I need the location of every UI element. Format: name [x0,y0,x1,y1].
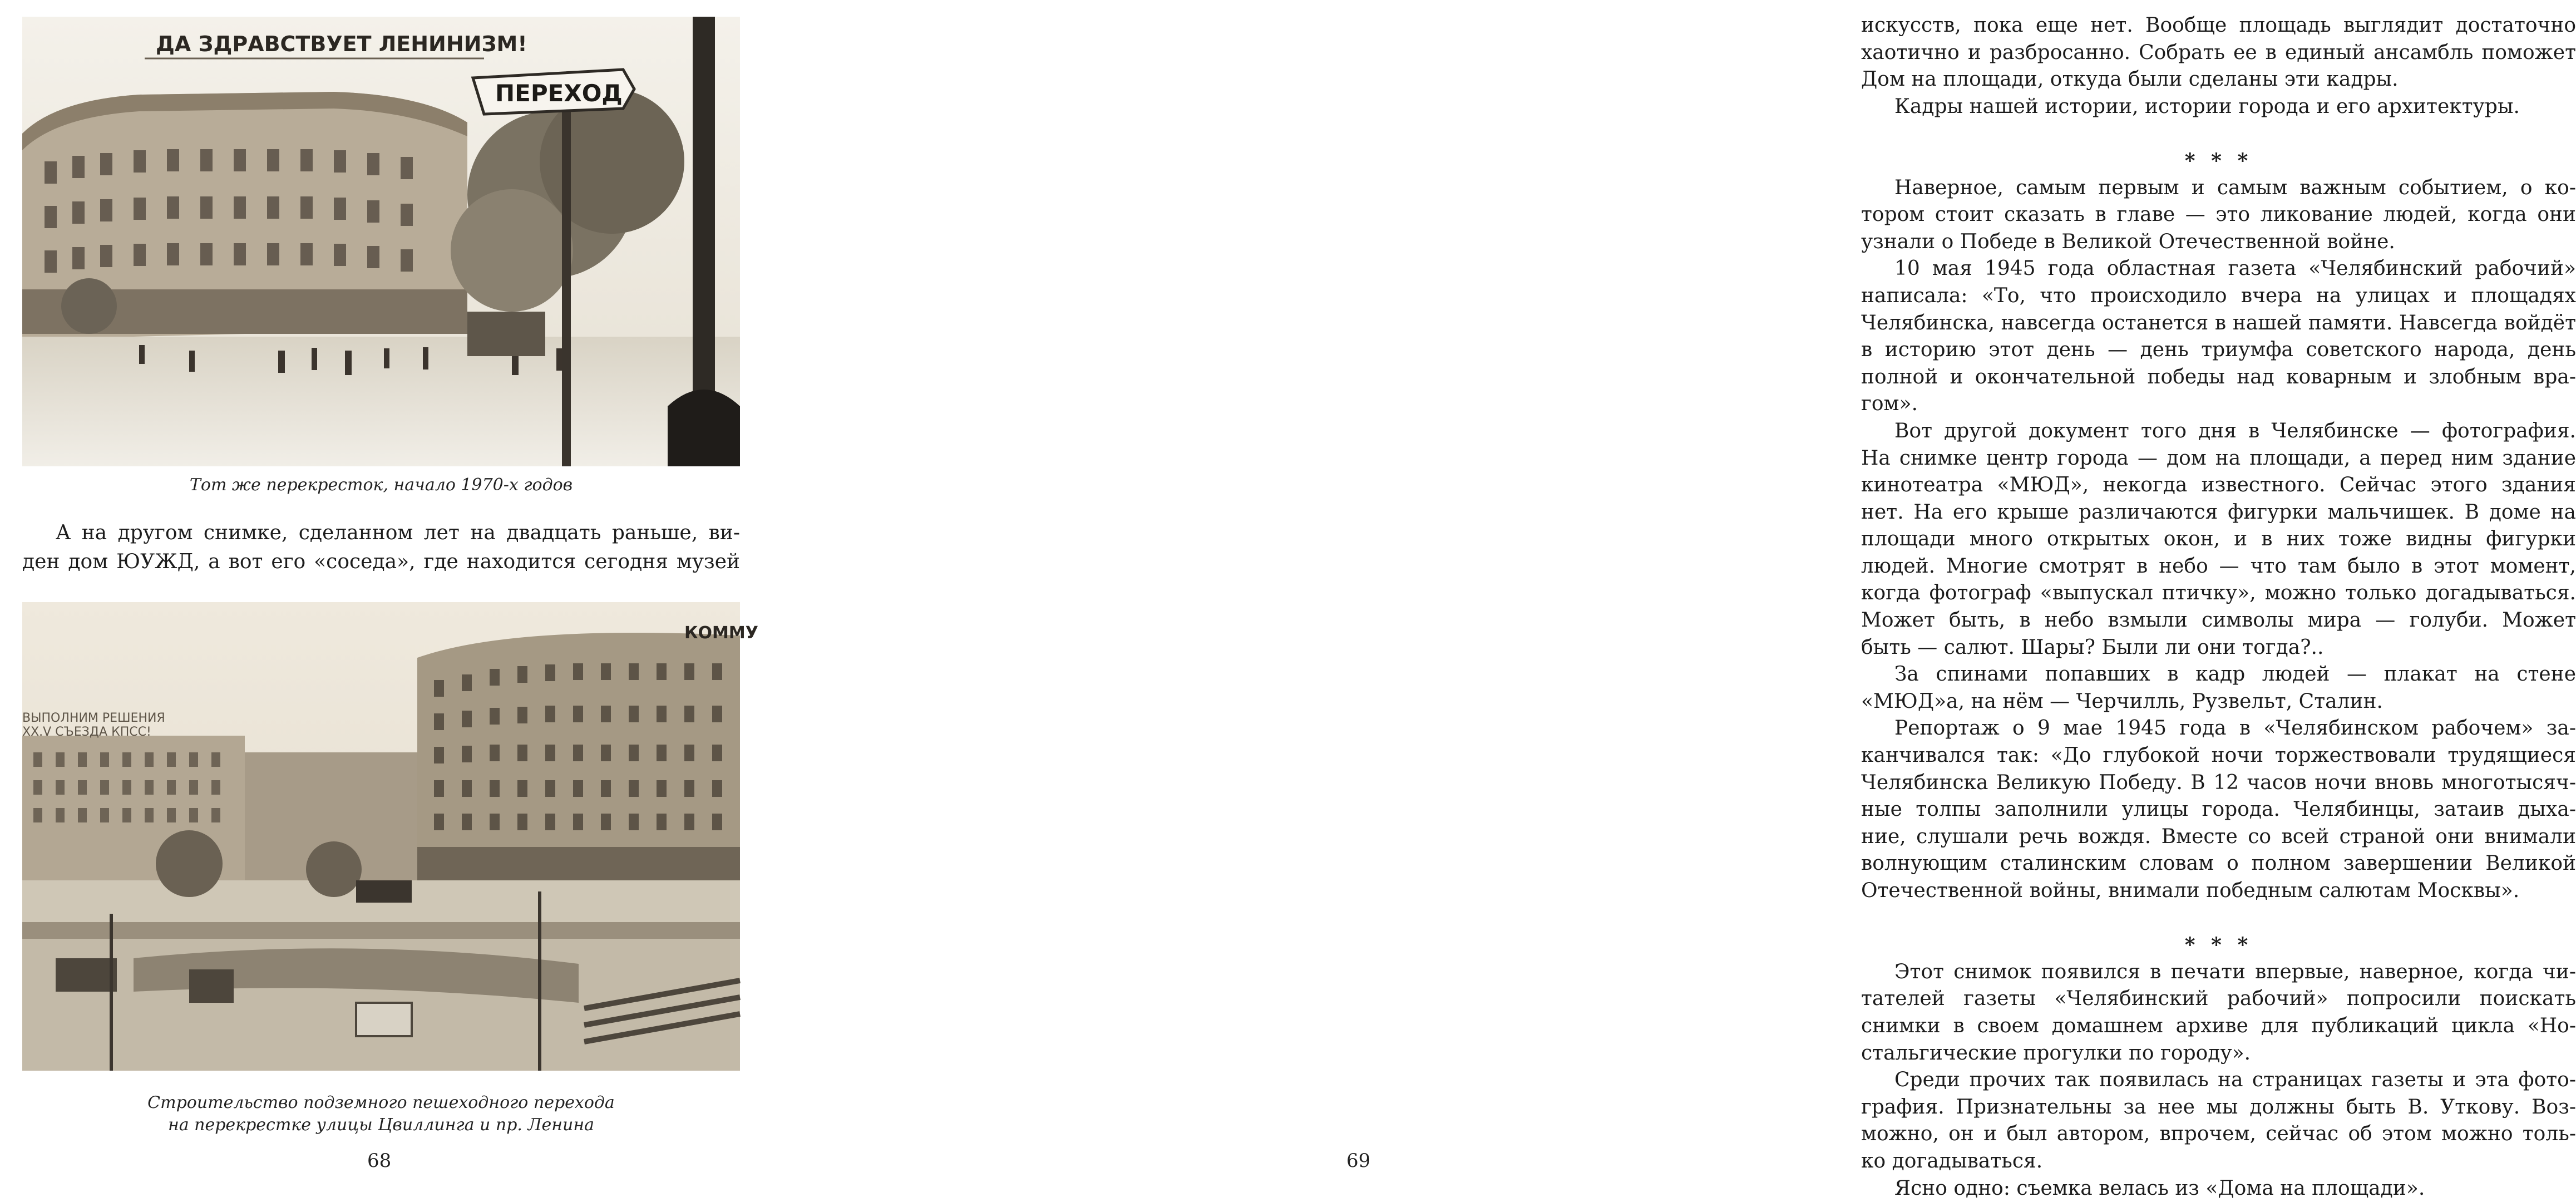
text-line-30: волнующим сталинским словам о полном завершении Великой [1861,852,2576,875]
text-line-16: кинотеатра «МЮД», некогда известного. Сейчас этого здания [1861,474,2576,497]
text-line-32: Этот снимок появился в печати впервые, наверное, когда чи- [1894,960,2576,983]
caption-bottom-line-2: на перекрестке улицы Цвиллинга и пр. Ленина [167,1115,595,1135]
text-line-8: 10 мая 1945 года областная газета «Челябинский рабочий» [1894,257,2576,280]
text-line-39: ко догадываться. [1861,1149,2043,1173]
page-number-left: 68 [367,1150,392,1172]
text-line-24: «МЮД»а, на нём — Черчилль, Рузвельт, Сталин. [1861,689,2383,713]
caption-bottom-line-1: Строительство подземного пешеходного перехода [147,1093,615,1112]
text-line-19: людей. Многие смотрят в небо — что там было в этот момент, [1861,554,2576,578]
text-line-23: За спинами попавших в кадр людей — плакат на стене [1894,663,2576,686]
text-line-4: Кадры нашей истории, истории города и его архитектуры. [1894,95,2520,118]
text-line-20: когда фотограф «выпускал птичку», можно только догадываться. [1861,582,2576,605]
caption-bottom [22,1092,740,1136]
text-line-10: Челябинска, навсегда останется в нашей памяти. Навсегда войдёт [1861,311,2576,334]
section-separator: * * * [2184,149,2253,173]
slogan-line-2: XX.V СЪЕЗДА КПСС! [22,725,151,739]
photo-underpass-construction [22,602,758,1071]
text-line-7: узнали о Победе в Великой Отечественной войне. [1861,230,2395,253]
left-text-line-1: А на другом снимке, сделанном лет на двадцать раньше, ви- [56,521,740,544]
text-line-1: искусств, пока еще нет. Вообще площадь выглядит достаточно [1861,14,2576,37]
blank-line [1861,120,2576,147]
section-separator-2: * * * [2184,933,2253,957]
text-line-29: ние, слушали речь вождя. Вместе со всей страной они внимали [1861,825,2576,848]
text-line-9: написала: «То, что происходило вчера на улицах и площадях [1861,284,2576,307]
text-line-36: Среди прочих так появилась на страницах газеты и эта фото- [1894,1068,2576,1092]
right-body-text [1861,12,2576,1202]
text-line-34: снимки в своем домашнем архиве для публикаций цикла «Но- [1861,1014,2576,1037]
text-line-21: Может быть, в небо взмыли символы мира — голуби. Может [1861,609,2576,632]
text-line-12: полной и окончательной победы над коварным и злобным вра- [1861,365,2576,388]
text-line-13: гом». [1861,392,1918,416]
text-line-37: графия. Признательны за нее мы должны быть В. Уткову. Воз- [1861,1095,2576,1119]
text-line-18: площади много открытых окон, и в них тоже видны фигурки [1861,528,2576,551]
text-line-31: Отечественной войны, внимали победным салютам Москвы». [1861,879,2520,902]
left-page [0,0,862,1183]
slogan-line-1: ВЫПОЛНИМ РЕШЕНИЯ [22,711,165,725]
text-line-15: На снимке центр города — дом на площади, а перед ним здание [1861,446,2576,470]
text-line-35: стальгические прогулки по городу». [1861,1041,2251,1065]
text-line-28: ные толпы заполнили улицы города. Челябинцы, затаив дыха- [1861,798,2576,821]
left-text-line-2: ден дом ЮУЖД, а вот его «соседа», где находится сегодня музей [22,550,740,573]
text-line-25: Репортаж о 9 мае 1945 года в «Челябинском рабочем» за- [1894,717,2576,740]
text-line-26: канчивался так: «До глубокой ночи торжествовали трудящиеся [1861,744,2576,767]
text-line-5: Наверное, самым первым и самым важным событием, о ко- [1894,176,2576,199]
roof-sign-text: КОММУ [684,623,758,643]
text-line-2: хаотично и разбросанно. Собрать ее в единый ансамбль поможет [1861,41,2576,64]
text-line-27: Челябинска Великую Победу. В 12 часов ночи вновь многотысяч- [1861,771,2576,794]
blank-line-2 [1861,905,2576,932]
right-page [862,0,2576,1200]
text-line-3: Дом на площади, откуда были сделаны эти кадры. [1861,68,2399,91]
text-line-11: в историю этот день — день триумфа советского народа, день [1861,338,2576,362]
text-line-14: Вот другой документ того дня в Челябинске — фотография. [1894,419,2576,442]
text-line-33: тателей газеты «Челябинский рабочий» попросили поискать [1861,987,2576,1011]
photo-underpass-construction-image [22,602,758,1071]
left-body-text [22,519,740,577]
street-sign-text: ПЕРЕХОД [495,80,623,107]
roof-banner-text: ДА ЗДРАВСТВУЕТ ЛЕНИНИЗМ! [156,32,527,56]
photo-intersection-1970s [22,17,740,466]
caption-top: Тот же перекресток, начало 1970-х годов [189,475,573,495]
photo-intersection-1970s-image [22,17,740,466]
page-number-right: 69 [1346,1150,1371,1172]
text-line-38: можно, он и был автором, впрочем, сейчас об этом можно толь- [1861,1122,2576,1146]
text-line-6: тором стоит сказать в главе — это ликование людей, когда они [1861,203,2576,226]
text-line-40: Ясно одно: съемка велась из «Дома на площади». [1894,1176,2425,1200]
text-line-17: нет. На его крыше различаются фигурки мальчишек. В доме на [1861,500,2576,524]
text-line-22: быть — салют. Шары? Были ли они тогда?.. [1861,636,2324,659]
